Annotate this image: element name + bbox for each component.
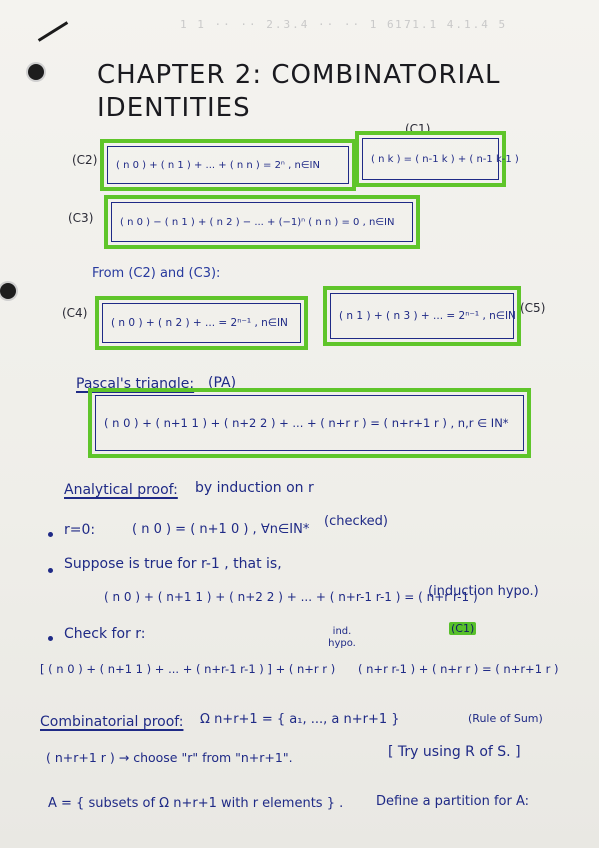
c1-box (355, 131, 519, 187)
analytical-intro: by induction on r (195, 480, 314, 496)
from-c2-c3-text: From (C2) and (C3): (92, 266, 221, 281)
c2-label: (C2) (72, 153, 98, 167)
suppose-note: (induction hypo.) (428, 584, 539, 599)
c1-formula: ( n k ) = ( n-1 k ) + ( n-1 k-1 ) (362, 138, 499, 180)
bullet-check (48, 636, 53, 641)
pascal-heading: Pascal's triangle: (76, 376, 195, 392)
choose-line: ( n+r+1 r ) → choose "r" from "n+r+1". (46, 750, 293, 765)
try-rule-of-sum: [ Try using R of S. ] (388, 744, 521, 760)
r0-label: r=0: (64, 522, 96, 538)
check-equation-right: ( n+r r-1 ) + ( n+r r ) = ( n+r+1 r ) (358, 662, 559, 676)
omega-definition: Ω n+r+1 = { a₁, ..., a n+r+1 } (200, 712, 400, 727)
bleed-through-left: 1 1 ·· ·· 2.3.4 ·· ·· 1 6 7 (180, 18, 413, 31)
c4-label: (C4) (62, 306, 88, 320)
chapter-title-line2: IDENTITIES (97, 93, 251, 123)
r0-equation: ( n 0 ) = ( n+1 0 ) , ∀n∈IN* (132, 522, 310, 537)
r0-note: (checked) (324, 514, 388, 529)
c4-box (95, 296, 308, 350)
rule-of-sum-note: (Rule of Sum) (468, 712, 543, 725)
c5-box (323, 286, 521, 346)
check-equation-left: [ ( n 0 ) + ( n+1 1 ) + ... + ( n+r-1 r-1 ) ] + ( n+r r ) (40, 662, 336, 676)
bleed-through-right: 1.1.1 4.1.4 5 (395, 18, 508, 31)
suppose-equation: ( n 0 ) + ( n+1 1 ) + ( n+2 2 ) + ... + ( n+r-1 r-1 ) = ( n+r r-1 ) (104, 590, 478, 604)
set-a-definition: A = { subsets of Ω n+r+1 with r elements } . (48, 796, 344, 811)
induction-hypo-label: ind. hypo. (328, 626, 356, 649)
bullet-r0 (48, 532, 53, 537)
pascal-box (88, 388, 531, 458)
pascal-formula: ( n 0 ) + ( n+1 1 ) + ( n+2 2 ) + ... + ( n+r r ) = ( n+r+1 r ) , n,r ∈ IN* (95, 395, 524, 451)
binding-hole-bottom (0, 283, 16, 299)
chapter-title: CHAPTER 2: COMBINATORIAL (97, 60, 501, 90)
binding-hole-top (28, 64, 44, 80)
bullet-suppose (48, 568, 53, 573)
c2-formula: ( n 0 ) + ( n 1 ) + ... + ( n n ) = 2ⁿ , n∈IN (107, 146, 349, 184)
c4-formula: ( n 0 ) + ( n 2 ) + ... = 2ⁿ⁻¹ , n∈IN (102, 303, 301, 343)
c3-box (104, 195, 420, 249)
c1-highlight: (C1) (451, 622, 475, 635)
c3-formula: ( n 0 ) − ( n 1 ) + ( n 2 ) − ... + (−1)ⁿ ( n n ) = 0 , n∈IN (111, 202, 413, 242)
pascal-tag: (PA) (208, 375, 237, 391)
combinatorial-heading: Combinatorial proof: (40, 714, 184, 730)
check-text: Check for r: (64, 626, 146, 642)
c5-formula: ( n 1 ) + ( n 3 ) + ... = 2ⁿ⁻¹ , n∈IN (330, 293, 514, 339)
pen-stroke (38, 21, 68, 42)
c1-label: (C1) (405, 122, 431, 136)
analytical-heading: Analytical proof: (64, 482, 178, 498)
c3-label: (C3) (68, 211, 94, 225)
c2-box (100, 139, 356, 191)
c5-label: (C5) (520, 301, 546, 315)
partition-text: Define a partition for A: (376, 794, 530, 809)
suppose-text: Suppose is true for r-1 , that is, (64, 556, 282, 572)
